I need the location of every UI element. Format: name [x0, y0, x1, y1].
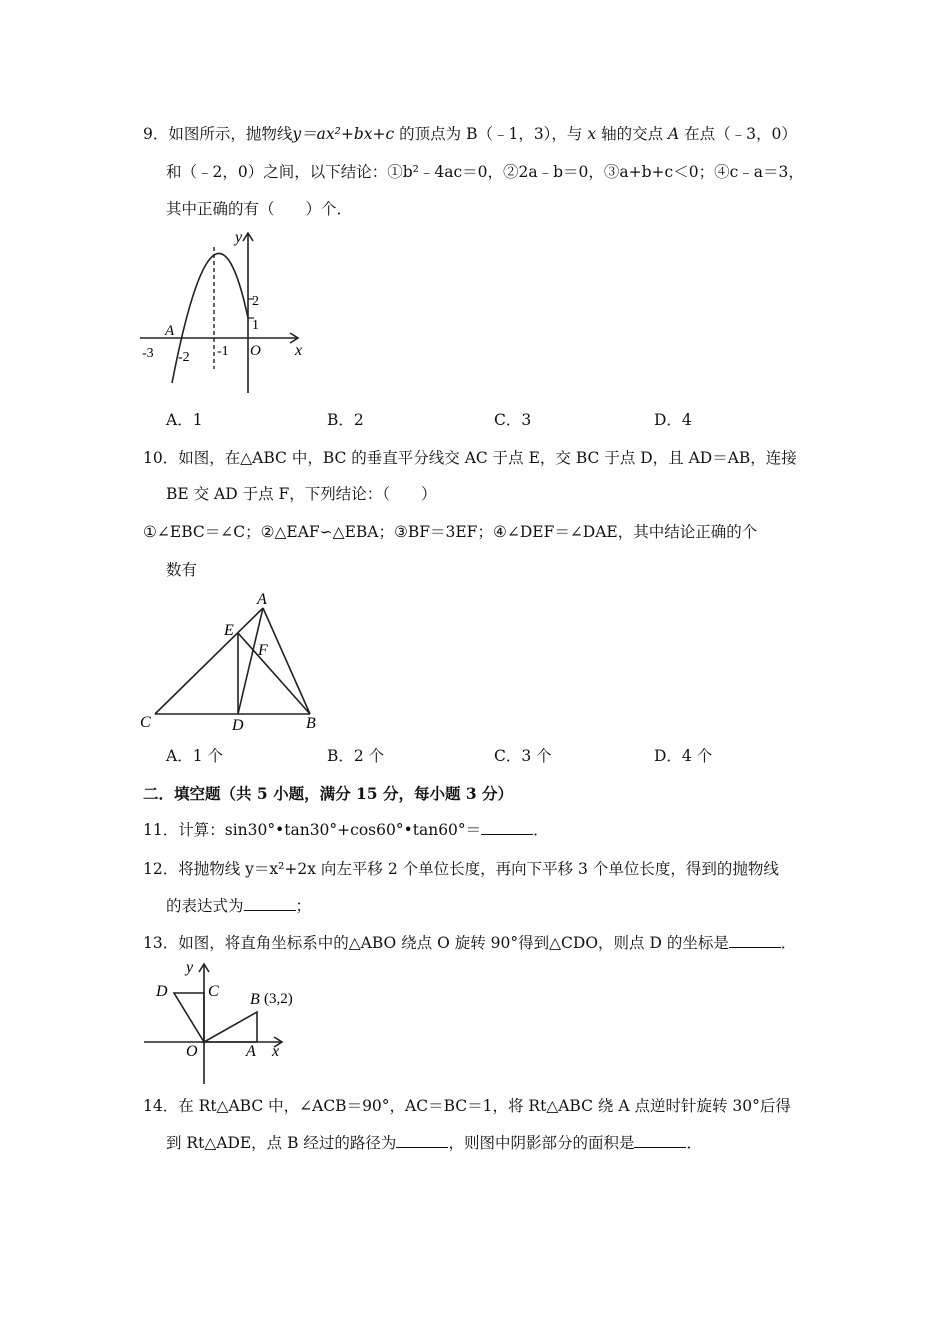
q10-option-a: A．1 个	[166, 747, 223, 765]
q10-label-e: E	[224, 622, 234, 639]
q13-label-b: B	[250, 991, 260, 1008]
q9-y-label: y	[235, 229, 243, 246]
q10-label-b: B	[306, 715, 316, 732]
q14-end: ．	[686, 1134, 702, 1152]
q14-text-1: 在 Rt△ABC 中，∠ACB＝90°，AC＝BC＝1，将 Rt△ABC 绕 A 点逆时针旋转 30°后得	[178, 1097, 791, 1115]
q12-text-2: 的表达式为	[166, 897, 244, 915]
q13-label-y: y	[186, 959, 194, 976]
q10-option-d: D．4 个	[654, 747, 713, 765]
q13-label-x: x	[272, 1043, 280, 1060]
q9-line-3: 其中正确的有（ ）个．	[166, 200, 353, 218]
q11-end: ．	[533, 821, 549, 839]
q10-label-c: C	[140, 714, 151, 731]
q14-answer-blank-1[interactable]	[396, 1133, 448, 1148]
q12-answer-blank[interactable]	[244, 896, 296, 911]
q9-option-a: A．1	[166, 411, 203, 429]
q13-label-b-coord: (3,2)	[264, 991, 293, 1007]
q9-tick-label-1: 1	[252, 318, 259, 333]
q10-line-3: ①∠EBC＝∠C；②△EAF∽△EBA；③BF＝3EF；④∠DEF＝∠DAE，其中结论正确的个	[143, 523, 758, 541]
q10-number: 10．	[143, 449, 179, 467]
q13-triangle-cdo	[174, 993, 204, 1042]
q14-line-2	[166, 1133, 702, 1153]
q9-text-e: 轴的交点	[601, 125, 664, 143]
q14-number: 14．	[143, 1097, 179, 1115]
q9-option-b: B．2	[327, 411, 364, 429]
q9-option-d: D．4	[654, 411, 692, 429]
q11-answer-blank[interactable]	[481, 820, 533, 835]
q14-text-2b: ，则图中阴影部分的面积是	[448, 1134, 635, 1152]
q11-text: 计算：sin30°•tan30°+cos60°•tan60°＝	[178, 821, 482, 839]
q13-label-d: D	[156, 983, 168, 1000]
q9-tick-label-neg1: -1	[217, 344, 229, 359]
q14-text-2a: 到 Rt△ADE，点 B 经过的路径为	[166, 1134, 397, 1152]
q10-triangle-figure	[140, 590, 330, 735]
q12-line-2	[166, 896, 311, 916]
section-2-title: 二．填空题（共 5 小题，满分 15 分，每小题 3 分）	[143, 784, 514, 803]
q9-text-b: 的顶点为	[399, 125, 462, 143]
q10-label-a: A	[257, 591, 267, 608]
q10-segment-eb	[238, 633, 310, 714]
q10-line-1	[143, 448, 797, 468]
q10-option-c: C．3 个	[494, 747, 552, 765]
q9-option-c: C．3	[494, 411, 532, 429]
q12-end: ；	[295, 897, 312, 915]
q9-text-c: B（﹣1，3），与	[466, 125, 583, 143]
q14-line-1	[143, 1096, 791, 1116]
q13-label-c: C	[208, 983, 219, 1000]
q9-text-d: x	[587, 125, 597, 143]
q11-line	[143, 820, 549, 840]
q9-text-g: 在点（﹣3，0）	[684, 125, 797, 143]
q10-line-2: BE 交 AD 于点 F，下列结论：（ ）	[166, 485, 437, 503]
q13-label-a: A	[246, 1043, 256, 1060]
q9-tick-label-2: 2	[252, 294, 259, 309]
q9-text-a: 如图所示，抛物线	[168, 125, 293, 143]
q9-line-1	[143, 124, 797, 144]
q13-answer-blank[interactable]	[729, 933, 781, 948]
q9-text-f: A	[668, 125, 680, 143]
q13-label-o: O	[186, 1043, 198, 1060]
q11-number: 11．	[143, 821, 179, 839]
q10-segment-ab	[263, 608, 310, 714]
q10-line-4: 数有	[166, 561, 198, 579]
q13-line	[143, 933, 796, 953]
q9-origin-label: O	[250, 343, 261, 359]
q9-tick-label-neg3: -3	[142, 346, 154, 361]
q13-coordinate-figure	[140, 958, 320, 1088]
q9-x-label: x	[295, 342, 303, 359]
q12-number: 12．	[143, 860, 179, 878]
q13-end: ．	[780, 934, 797, 952]
q12-line-1	[143, 859, 779, 879]
q9-point-a-label: A	[165, 323, 175, 339]
q9-line-2: 和（﹣2，0）之间，以下结论：①b²﹣4ac＝0，②2a﹣b＝0，③a+b+c＜0；④c﹣a＝3，	[166, 163, 804, 181]
q9-parabola-figure	[140, 225, 310, 395]
q13-text: 如图，将直角坐标系中的△ABO 绕点 O 旋转 90°得到△CDO，则点 D 的坐标是	[178, 934, 729, 952]
q13-number: 13．	[143, 934, 179, 952]
q10-label-d: D	[232, 717, 244, 734]
q9-number: 9．	[143, 125, 169, 143]
q13-triangle-abo	[204, 1012, 257, 1042]
q10-label-f: F	[258, 642, 268, 659]
q10-segment-ca	[155, 608, 263, 714]
q10-option-b: B．2 个	[327, 747, 385, 765]
q14-answer-blank-2[interactable]	[634, 1133, 686, 1148]
q9-equation: y＝ax²+bx+c	[292, 125, 395, 143]
q10-segment-ad	[238, 608, 263, 714]
q10-text-1: 如图，在△ABC 中，BC 的垂直平分线交 AC 于点 E，交 BC 于点 D，且 AD＝AB，连接	[178, 449, 797, 467]
q12-text-1: 将抛物线 y＝x²+2x 向左平移 2 个单位长度，再向下平移 3 个单位长度，得到的抛物线	[178, 860, 779, 878]
q9-tick-label-neg2: -2	[178, 350, 190, 365]
